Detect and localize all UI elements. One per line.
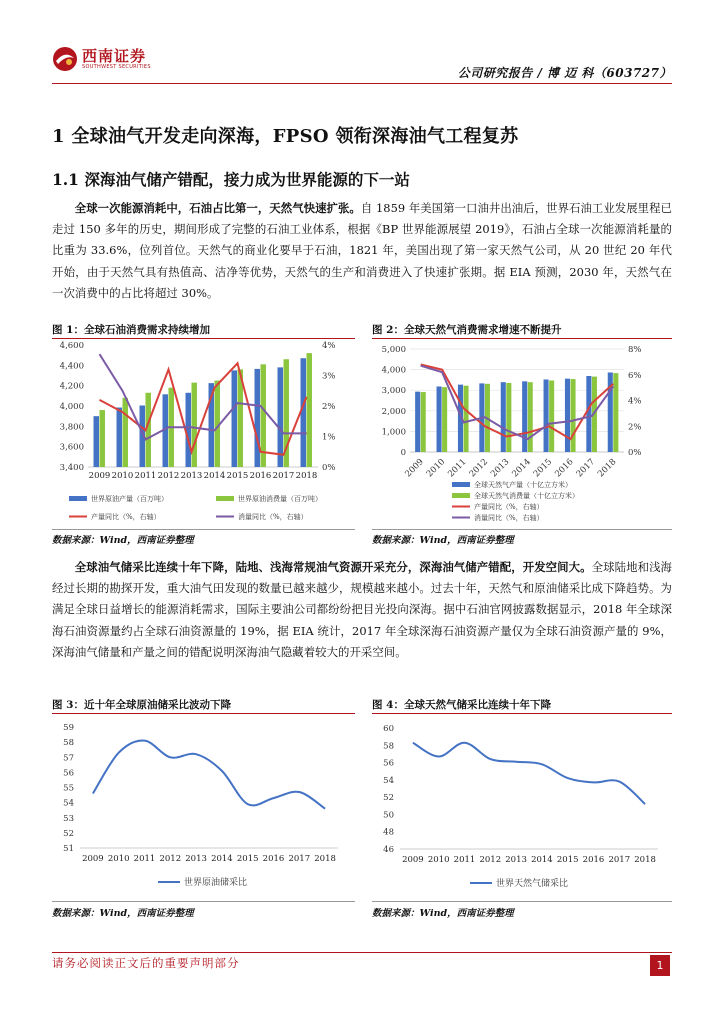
paragraph-2-lead: 全球油气储采比连续十年下降，陆地、浅海常规油气资源开采充分，深海油气储产错配，开发空间大。	[74, 560, 592, 574]
x-tick-label: 2018	[596, 457, 619, 480]
footer-divider	[52, 952, 672, 953]
left-tick-label: 3,400	[59, 463, 84, 473]
bar	[94, 416, 99, 467]
y-tick-label: 50	[383, 810, 394, 821]
figure-1-chart	[52, 339, 355, 527]
bar	[421, 392, 426, 452]
figure-4-bottom-rule	[372, 901, 672, 902]
legend-label: 消量同比（%，右轴）	[474, 514, 544, 522]
paragraph-1	[52, 198, 672, 304]
bar	[586, 376, 591, 452]
right-tick-label: 4%	[322, 341, 336, 351]
left-tick-label: 5,000	[381, 345, 406, 355]
y-tick-label: 58	[383, 741, 394, 752]
x-tick-label: 2013	[180, 471, 203, 481]
left-tick-label: 4,400	[59, 361, 84, 372]
series-line	[100, 354, 307, 439]
x-tick-label: 2015	[556, 855, 579, 865]
report-label: 公司研究报告 / 博 迈 科（603727）	[457, 66, 672, 80]
figure-1-title: 图 1：全球石油消费需求持续增加	[52, 324, 210, 336]
legend-label: 世界天然气储采比	[496, 879, 569, 889]
x-tick-label: 2017	[272, 471, 295, 481]
y-tick-label: 52	[383, 793, 394, 804]
y-tick-label: 57	[63, 753, 74, 764]
bar	[549, 381, 554, 452]
legend-label: 产量同比（%，右轴）	[474, 503, 544, 511]
x-tick-label: 2014	[510, 457, 533, 480]
x-tick-label: 2014	[211, 854, 233, 864]
left-tick-label: 2,000	[381, 406, 406, 417]
bar	[506, 383, 511, 452]
x-tick-label: 2015	[226, 471, 249, 481]
section-title: 1 全球油气开发走向深海，FPSO 领衔深海油气工程复苏	[52, 126, 519, 147]
subsection-title: 1.1 深海油气储产错配，接力成为世界能源的下一站	[52, 170, 410, 189]
bar	[301, 358, 306, 467]
series-line	[421, 366, 614, 439]
paragraph-2-body: 全球陆地和浅海经过长期的勘探开发，重大油气田发现的数量已越来越少，规模越来越小。过去十年，天然气和原油储采比成下降趋势。为满足全球日益增长的能源消耗需求，国际主要油公司都纷纷把目光投向深海。据中石油官网披露数据显示，2018 年全球深海石油资源量约占全球石油资源量的 19%，据 EIA 统计，2017 年全球深海石油资源产量仅为全球石油资源产量的 9%，深海油气储量和产量之间的错配说明深海油气隐藏着较大的开采空间。	[52, 560, 672, 659]
bar	[307, 353, 312, 467]
x-tick-label: 2009	[88, 471, 111, 481]
left-tick-label: 4,000	[59, 402, 84, 412]
x-tick-label: 2012	[467, 457, 491, 480]
x-tick-label: 2018	[295, 471, 318, 481]
x-tick-label: 2009	[82, 854, 104, 864]
bar	[117, 408, 122, 467]
x-tick-label: 2018	[314, 854, 336, 864]
x-tick-label: 2017	[574, 457, 598, 480]
x-tick-label: 2010	[107, 854, 130, 864]
page-number: 1	[650, 955, 670, 976]
y-tick-label: 59	[63, 723, 74, 733]
right-tick-label: 8%	[628, 345, 642, 355]
left-tick-label: 4,000	[381, 365, 406, 376]
legend-label: 世界原油产量（百万吨）	[91, 495, 168, 503]
figure-3-title: 图 3：近十年全球原油储采比波动下降	[52, 699, 231, 711]
left-tick-label: 3,600	[59, 442, 84, 453]
x-tick-label: 2010	[427, 855, 450, 865]
right-tick-label: 6%	[628, 370, 642, 381]
bar	[442, 387, 447, 452]
left-tick-label: 1,000	[381, 427, 406, 438]
y-tick-label: 55	[63, 783, 74, 794]
y-tick-label: 53	[63, 813, 74, 824]
logo-name: 西南证券	[82, 46, 147, 65]
y-tick-label: 54	[63, 798, 74, 809]
bar	[544, 379, 549, 452]
x-tick-label: 2018	[634, 855, 656, 865]
series-line	[93, 741, 325, 809]
x-tick-label: 2014	[531, 855, 553, 865]
x-tick-label: 2016	[582, 855, 605, 865]
figure-1-source: 数据来源：Wind，西南证券整理	[52, 535, 194, 546]
x-tick-label: 2011	[446, 457, 469, 480]
legend-swatch	[216, 496, 234, 501]
y-tick-label: 56	[63, 768, 74, 779]
x-tick-label: 2009	[402, 855, 424, 865]
bar	[565, 379, 570, 452]
series-line	[421, 365, 614, 440]
figure-3-source: 数据来源：Wind，西南证券整理	[52, 908, 194, 919]
bar	[415, 392, 420, 452]
figure-4-title: 图 4：全球天然气储采比连续十年下降	[372, 699, 551, 711]
bar	[232, 370, 237, 467]
legend-label: 世界原油储采比	[184, 878, 248, 888]
right-tick-label: 3%	[322, 371, 336, 382]
legend-label: 产量同比（%，右轴）	[91, 513, 161, 521]
bar	[192, 383, 197, 467]
x-tick-label: 2011	[133, 854, 156, 864]
x-tick-label: 2016	[249, 471, 272, 481]
y-tick-label: 51	[63, 844, 74, 854]
y-tick-label: 48	[383, 827, 394, 838]
right-tick-label: 4%	[628, 396, 642, 407]
figure-2-title: 图 2：全球天然气消费需求增速不断提升	[372, 324, 562, 336]
x-tick-label: 2015	[531, 457, 555, 480]
x-tick-label: 2016	[262, 854, 285, 864]
logo-english: SOUTHWEST SECURITIES	[82, 63, 151, 70]
legend-label: 消量同比（%，右轴）	[238, 513, 308, 521]
y-tick-label: 58	[63, 738, 74, 749]
figure-4-source: 数据来源：Wind，西南证券整理	[372, 908, 514, 919]
legend-label: 全球天然气消费量（十亿立方米）	[474, 492, 579, 500]
y-tick-label: 56	[383, 758, 394, 769]
paragraph-2	[52, 557, 672, 663]
right-tick-label: 0%	[628, 448, 642, 458]
figure-3-chart	[52, 714, 355, 899]
bar	[123, 398, 128, 467]
x-tick-label: 2012	[159, 854, 182, 864]
bar	[100, 410, 105, 467]
legend-swatch	[69, 496, 87, 501]
left-tick-label: 4,600	[59, 341, 84, 351]
bar	[522, 381, 527, 452]
legend-label: 世界原油消费量（百万吨）	[238, 495, 322, 503]
figure-2-source: 数据来源：Wind，西南证券整理	[372, 535, 514, 546]
paragraph-1-lead: 全球一次能源消耗中，石油占比第一，天然气快速扩张。	[74, 201, 361, 215]
bar	[501, 382, 506, 452]
figure-3-bottom-rule	[52, 901, 355, 902]
legend-swatch	[452, 482, 470, 487]
legend-swatch	[452, 493, 470, 498]
bar	[278, 367, 283, 467]
figure-2-chart	[372, 339, 672, 527]
right-tick-label: 1%	[322, 432, 336, 443]
paragraph-1-body: 自 1859 年美国第一口油井出油后，世界石油工业发展里程已走过 150 多年的历史，期间形成了完整的石油工业体系，根据《BP 世界能源展望 2019》，石油占全球一次能源消耗量的比重为 33.6%，位列首位。天然气的商业化要早于石油，1821 年，美国出现了第一家天然气公司，从 20 世纪 20 年代开始，由于天然气具有热值高、洁净等优势，天然气的生产和消费进入了快速扩张期。据 EIA 预测，2030 年，天然气在一次消费中的占比将超过 30%。	[52, 201, 672, 300]
x-tick-label: 2011	[134, 471, 157, 481]
x-tick-label: 2013	[489, 457, 512, 480]
left-tick-label: 3,000	[381, 386, 406, 397]
left-tick-label: 3,800	[59, 422, 84, 433]
footer-notice: 请务必阅读正文后的重要声明部分	[52, 956, 240, 970]
x-tick-label: 2010	[424, 457, 448, 480]
logo-mark-icon	[52, 46, 78, 72]
x-tick-label: 2012	[479, 855, 502, 865]
header-divider	[52, 83, 672, 84]
right-tick-label: 2%	[322, 402, 336, 412]
figure-1-bottom-rule	[52, 529, 355, 530]
x-tick-label: 2013	[505, 855, 527, 865]
legend-label: 全球天然气产量（十亿立方米）	[474, 481, 572, 489]
series-line	[413, 743, 645, 804]
left-tick-label: 0	[400, 448, 406, 458]
x-tick-label: 2012	[157, 471, 180, 481]
x-tick-label: 2009	[403, 457, 426, 480]
x-tick-label: 2013	[185, 854, 207, 864]
y-tick-label: 60	[383, 724, 394, 734]
y-tick-label: 54	[383, 775, 394, 786]
bar	[528, 382, 533, 452]
x-tick-label: 2017	[288, 854, 311, 864]
bar	[571, 379, 576, 452]
figure-2-bottom-rule	[372, 529, 672, 530]
company-logo	[52, 42, 202, 76]
bar	[255, 369, 260, 467]
figure-4-chart	[372, 714, 672, 899]
x-tick-label: 2017	[608, 855, 631, 865]
x-tick-label: 2014	[203, 471, 226, 481]
right-tick-label: 0%	[322, 463, 336, 473]
y-tick-label: 52	[63, 828, 74, 839]
bar	[613, 373, 618, 452]
bar	[437, 386, 442, 452]
x-tick-label: 2015	[236, 854, 259, 864]
right-tick-label: 2%	[628, 422, 642, 433]
x-tick-label: 2011	[453, 855, 476, 865]
x-tick-label: 2016	[553, 457, 576, 480]
left-tick-label: 4,200	[59, 381, 84, 392]
y-tick-label: 46	[383, 845, 394, 855]
bar	[464, 386, 469, 452]
x-tick-label: 2010	[111, 471, 134, 481]
